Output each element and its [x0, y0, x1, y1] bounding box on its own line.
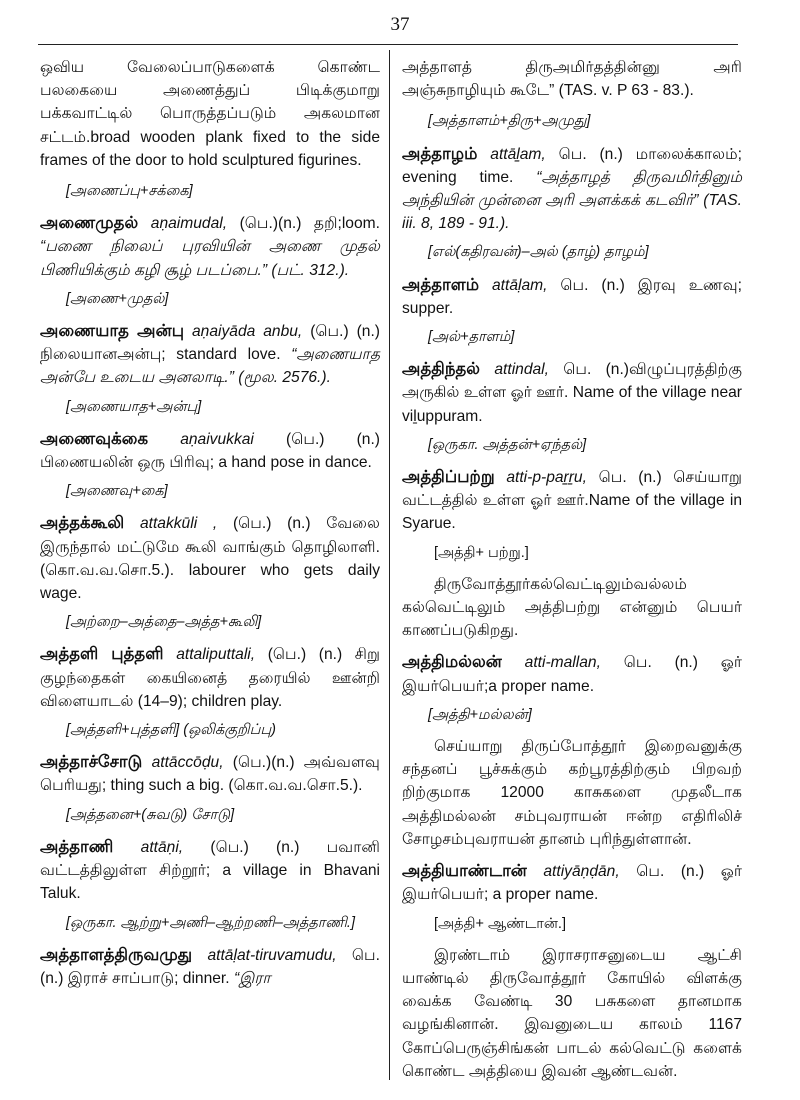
entry-etymology: [அத்தி+ ஆண்டான்.] [434, 915, 566, 932]
entry-definition: மாலைக்காலம்; evening time. [402, 145, 742, 186]
entry-grammar: (பெ.) (n.) [310, 323, 380, 341]
entry-transliteration: attāḻam, [490, 145, 546, 163]
entry-transliteration: aṇaiyāda anbu, [192, 323, 303, 341]
entry-continuation: ஒவிய வேலைப்பாடுகளைக் கொண்ட பலகையை அணைத்துப் பிடிக்குமாறு பக்கவாட்டில் பொருத்தப்படும் அகலமான சட்டம்.broad wooden plank fixed to the side frames of the door to hold sculptured figurines. [40, 59, 380, 169]
entry-grammar: பெ. (n.) [560, 276, 625, 294]
dictionary-entry [40, 319, 380, 390]
entry-transliteration: attāḷat-tiruvamudu, [207, 946, 337, 964]
entry-headword: அணைமுதல் [40, 213, 139, 233]
entry-transliteration: attakkūli , [139, 515, 218, 533]
entry-grammar: பெ. (n.) [558, 145, 623, 163]
entry-definition: பவானி வட்டத்திலுள்ள சிற்றூர்; a village in Bhavani Taluk. [40, 838, 381, 903]
dictionary-entry [40, 750, 380, 797]
entry-headword: அணையாத அன்பு [40, 321, 185, 341]
entry-grammar: (பெ.)(n.) [232, 754, 295, 772]
dictionary-entry [40, 427, 380, 474]
entry-quotation: “அத்தாழத் திருவமிர்தினும் அந்தியின் முன்னை அரி அளக்கக் கடவிர்” (TAS. iii. 8, 189 - 91.). [402, 168, 742, 233]
entry-headword: அத்திப்பற்று [402, 467, 495, 487]
entry-etymology: [அத்தாளம்+திரு+அமுது] [428, 113, 591, 130]
entry-definition: பிணையலின் ஒரு பிரிவு; a hand pose in dance. [40, 454, 372, 472]
entry-grammar: (பெ.) (n.) [232, 515, 311, 533]
entry-grammar: பெ. (n.) [636, 863, 705, 881]
dictionary-entry [402, 859, 742, 906]
right-column [402, 56, 742, 1091]
entry-etymology: [அத்தி+மல்லன்] [428, 706, 532, 723]
entry-etymology: [அணை+முதல்] [66, 290, 169, 307]
entry-transliteration: aṇaivukkai [180, 430, 254, 448]
entry-quotation: “பணை நிலைப் புரவியின் அணை முதல் பிணியிக்கும் கழி சூழ் படப்பை.” (பட். 312.). [40, 238, 380, 279]
entry-note: இரண்டாம் இராசராசனுடைய ஆட்சி யாண்டில் திருவோத்தூர் கோயில் விளக்கு வைக்க வேண்டி 30 பசுகளை தானமாக வழங்கினான். இவனுடைய காலம் 1167 கோப்பெருஞ்சிங்கன் பாடல் கல்வெட்டு களைக் கொண்ட அத்தியை இவன் ஆண்டவன். [402, 946, 742, 1080]
entry-definition: விழுப்புரத்திற்கு அருகில் உள்ள ஓர் ஊர். Name of the village near viḻuppuram. [402, 361, 742, 425]
entry-grammar: பெ. (n.) [563, 361, 630, 379]
entry-etymology: [எல்(கதிரவன்)–அல் (தாழ்) தாழம்] [428, 244, 649, 261]
entry-headword: அத்தக்கூலி [40, 513, 125, 533]
entry-definition: செய்யாறு வட்டத்தில் உள்ள ஓர் ஊர்.Name of the village in Syarue. [402, 469, 742, 533]
entry-etymology: [அணையாத+அன்பு] [66, 398, 202, 415]
entry-grammar: (பெ.) (n.) [210, 838, 300, 856]
entry-etymology: [அத்தளி+புத்தளி] (ஒலிக்குறிப்பு) [66, 722, 277, 739]
entry-continuation: அத்தாளத் திருஅமிர்தத்தின்னு அரி அஞ்சுநாழியும் கூடே” (TAS. v. P 63 - 83.). [402, 59, 742, 100]
entry-definition: சிறு குழந்தைகள் கையினைத் தரையில் ஊன்றி விளையாடல் (14–9); children play. [40, 646, 380, 710]
entry-etymology: [அற்றை–அத்தை–அத்த+கூலி] [66, 614, 262, 631]
entry-etymology: [அணைவு+கை] [66, 483, 168, 500]
entry-headword: அத்தாளத்திருவமுது [40, 944, 193, 964]
entry-etymology: [அணைப்பு+சக்கை] [66, 183, 193, 200]
dictionary-entry [402, 465, 742, 536]
entry-etymology: [ஒருகா. அத்தன்+ஏந்தல்] [428, 436, 587, 453]
entry-quotation: “இரா [233, 969, 271, 987]
entry-etymology: [அல்+தாளம்] [428, 329, 515, 346]
left-column [40, 56, 380, 996]
dictionary-entry [40, 511, 380, 605]
entry-definition: ஓர் இயர்பெயர்; a proper name. [402, 863, 743, 904]
entry-headword: அத்தாச்சோடு [40, 752, 143, 772]
entry-definition: இராச் சாப்பாடு; dinner. [63, 969, 230, 987]
entry-headword: அத்தாழம் [402, 143, 478, 163]
entry-transliteration: attāccōḍu, [151, 754, 224, 772]
entry-transliteration: attindal, [494, 361, 549, 379]
entry-headword: அத்தாணி [40, 836, 114, 856]
entry-headword: அணைவுக்கை [40, 428, 149, 448]
entry-etymology: [அத்தனை+(சுவடு) சோடு] [66, 806, 235, 823]
column-divider [389, 50, 390, 1080]
dictionary-entry [402, 357, 742, 428]
dictionary-entry [402, 142, 742, 236]
entry-grammar: பெ. (n.) [598, 469, 662, 487]
entry-transliteration: aṇaimudal, [150, 215, 228, 233]
entry-grammar: (பெ.) (n.) [267, 646, 343, 664]
entry-definition: அவ்வளவு பெரியது; thing such a big. (கொ.வ.வ.சொ.5.). [40, 754, 380, 795]
entry-note: திருவோத்தூர்கல்வெட்டிலும்வல்லம் கல்வெட்டிலும் அத்திபற்று என்னும் பெயர் காணப்படுகிறது. [402, 575, 742, 640]
entry-grammar: (பெ.)(n.) [239, 215, 302, 233]
entry-etymology: [அத்தி+ பற்று.] [434, 544, 529, 561]
entry-transliteration: attāṇi, [140, 838, 184, 856]
entry-headword: அத்தியாண்டான் [402, 861, 527, 881]
entry-transliteration: attiyāṇḍān, [543, 863, 620, 881]
dictionary-entry [40, 642, 380, 713]
entry-transliteration: atti-mallan, [524, 654, 601, 672]
entry-definition: ஓர் இயர்பெயர்;a proper name. [402, 654, 742, 695]
entry-etymology: [ஒருகா. ஆற்று+அணி–ஆற்றணி–அத்தாணி.] [66, 914, 355, 931]
entry-headword: அத்தளி புத்தளி [40, 644, 164, 664]
entry-headword: அத்திந்தல் [402, 359, 481, 379]
entry-definition: இரவு உணவு; supper. [402, 276, 743, 317]
dictionary-entry [40, 211, 380, 282]
entry-transliteration: attāḷam, [491, 276, 548, 294]
entry-grammar: பெ. (n.) [623, 654, 698, 672]
entry-definition: வேலை இருந்தால் மட்டுமே கூலி வாங்கும் தொழிலாளி. (கொ.வ.வ.சொ.5.). labourer who gets daily wage. [40, 515, 380, 603]
entry-definition: நிலையானஅன்பு; standard love. [40, 346, 281, 364]
dictionary-entry [40, 943, 380, 990]
entry-headword: அத்திமல்லன் [402, 652, 502, 672]
dictionary-entry [40, 835, 380, 906]
entry-transliteration: atti-p-paṟṟu, [506, 469, 587, 487]
entry-headword: அத்தாளம் [402, 274, 480, 294]
entry-note: செய்யாறு திருப்போத்தூர் இறைவனுக்கு சந்தனப் பூச்சுக்கும் கற்பூரத்திற்கும் பிறவற் றிற்குமாக 12000 காசுகளை முதலீடாக அத்திமல்லன் சம்புவராயன் ஈன்ற எதிரிலிச் சோழசம்புவராயன் தானம் புரிந்துள்ளான். [402, 738, 742, 848]
entry-grammar: (பெ.) (n.) [286, 430, 380, 448]
entry-definition: தறி;loom. [301, 215, 380, 233]
header-rule [38, 44, 738, 45]
dictionary-entry [402, 273, 742, 320]
dictionary-entry [402, 650, 742, 697]
page-number: 37 [390, 14, 410, 35]
entry-transliteration: attaliputtali, [176, 646, 256, 664]
entry-grammar: பெ. (n.) [40, 946, 380, 987]
entry-quotation: “அணையாத அன்பே உடைய அனலாடி.” (மூல. 2576.). [40, 346, 380, 387]
